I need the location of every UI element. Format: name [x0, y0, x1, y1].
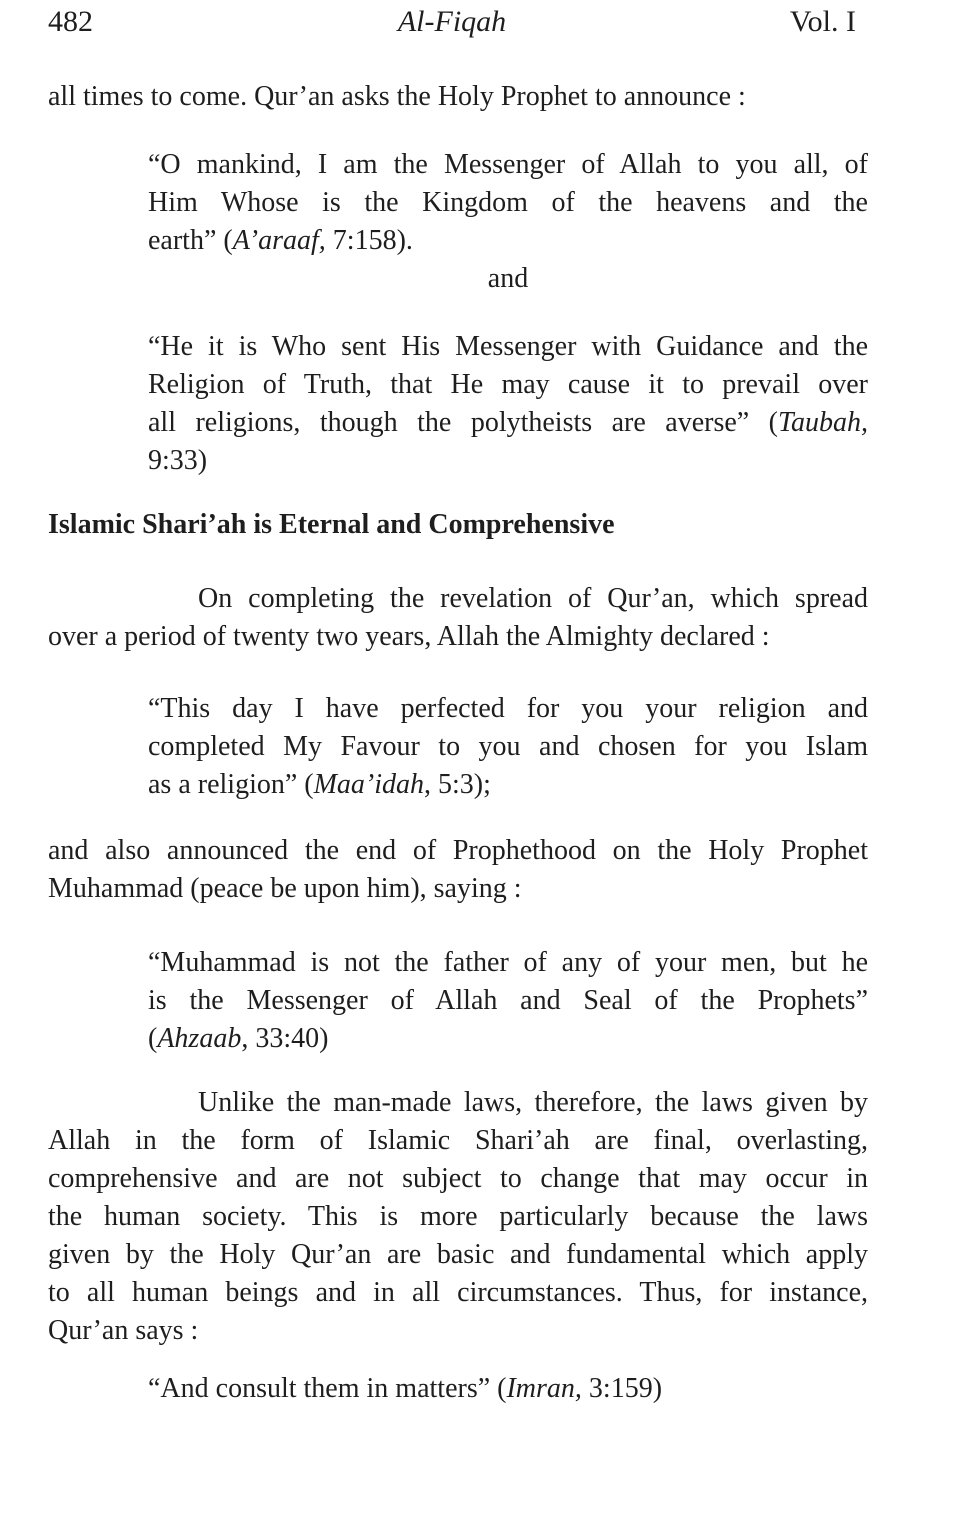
paragraph-announce: [48, 78, 868, 116]
text-line: Muhammad (peace be upon him), saying :: [48, 873, 522, 904]
text-line: “Muhammad is not the father of any of your men, but he: [148, 947, 868, 978]
volume-label: Vol. I: [789, 5, 856, 38]
page-header: [48, 4, 868, 40]
text-line: “This day I have perfected for you your religion and: [148, 693, 868, 724]
text-line: 9:33): [148, 445, 208, 476]
paragraph-manmade-laws: [48, 1084, 868, 1350]
connector-word: and: [487, 263, 529, 294]
text-line: completed My Favour to you and chosen for you Islam: [148, 731, 868, 762]
text-line: Allah in the form of Islamic Shari’ah are final, overlasting,: [48, 1125, 868, 1156]
text-line: comprehensive and are not subject to change that may occur in: [48, 1163, 868, 1194]
quote-taubah: [148, 328, 868, 480]
quote-ahzaab: [148, 944, 868, 1058]
text-line: as a religion” (Maa’idah, 5:3);: [148, 769, 491, 800]
text-line: given by the Holy Qur’an are basic and fundamental which apply: [48, 1239, 868, 1270]
text-line: “He it is Who sent His Messenger with Guidance and the: [148, 331, 868, 362]
text-line: (Ahzaab, 33:40): [148, 1023, 329, 1054]
text-line: earth” (A’araaf, 7:158).: [148, 225, 413, 256]
section-heading: Islamic Shari’ah is Eternal and Comprehensive: [48, 509, 615, 540]
text-line: On completing the revelation of Qur’an, which spread: [198, 583, 868, 614]
book-title: Al-Fiqah: [397, 5, 507, 38]
text-line: and also announced the end of Prophethood on the Holy Prophet: [48, 835, 868, 866]
page-number: 482: [48, 5, 93, 38]
quote-araaf: [148, 146, 868, 260]
quote-maaidah: [148, 690, 868, 804]
paragraph-prophethood: [48, 832, 868, 908]
text-line: Unlike the man-made laws, therefore, the laws given by: [198, 1087, 868, 1118]
text-line: Religion of Truth, that He may cause it to prevail over: [148, 369, 868, 400]
text-line: Him Whose is the Kingdom of the heavens and the: [148, 187, 868, 218]
text-line: the human society. This is more particularly because the laws: [48, 1201, 868, 1232]
text-line: “And consult them in matters” (Imran, 3:159): [148, 1373, 663, 1404]
text-line: is the Messenger of Allah and Seal of the Prophets”: [148, 985, 868, 1016]
text-line: over a period of twenty two years, Allah the Almighty declared :: [48, 621, 770, 652]
text-line: all religions, though the polytheists are averse” (Taubah,: [148, 407, 868, 438]
quote-imran: [148, 1370, 868, 1408]
text-line: Qur’an says :: [48, 1315, 199, 1346]
text-line: to all human beings and in all circumstances. Thus, for instance,: [48, 1277, 868, 1308]
text-line: “O mankind, I am the Messenger of Allah to you all, of: [148, 149, 868, 180]
text-line: all times to come. Qur’an asks the Holy Prophet to announce :: [48, 81, 746, 112]
paragraph-revelation: [48, 580, 868, 656]
